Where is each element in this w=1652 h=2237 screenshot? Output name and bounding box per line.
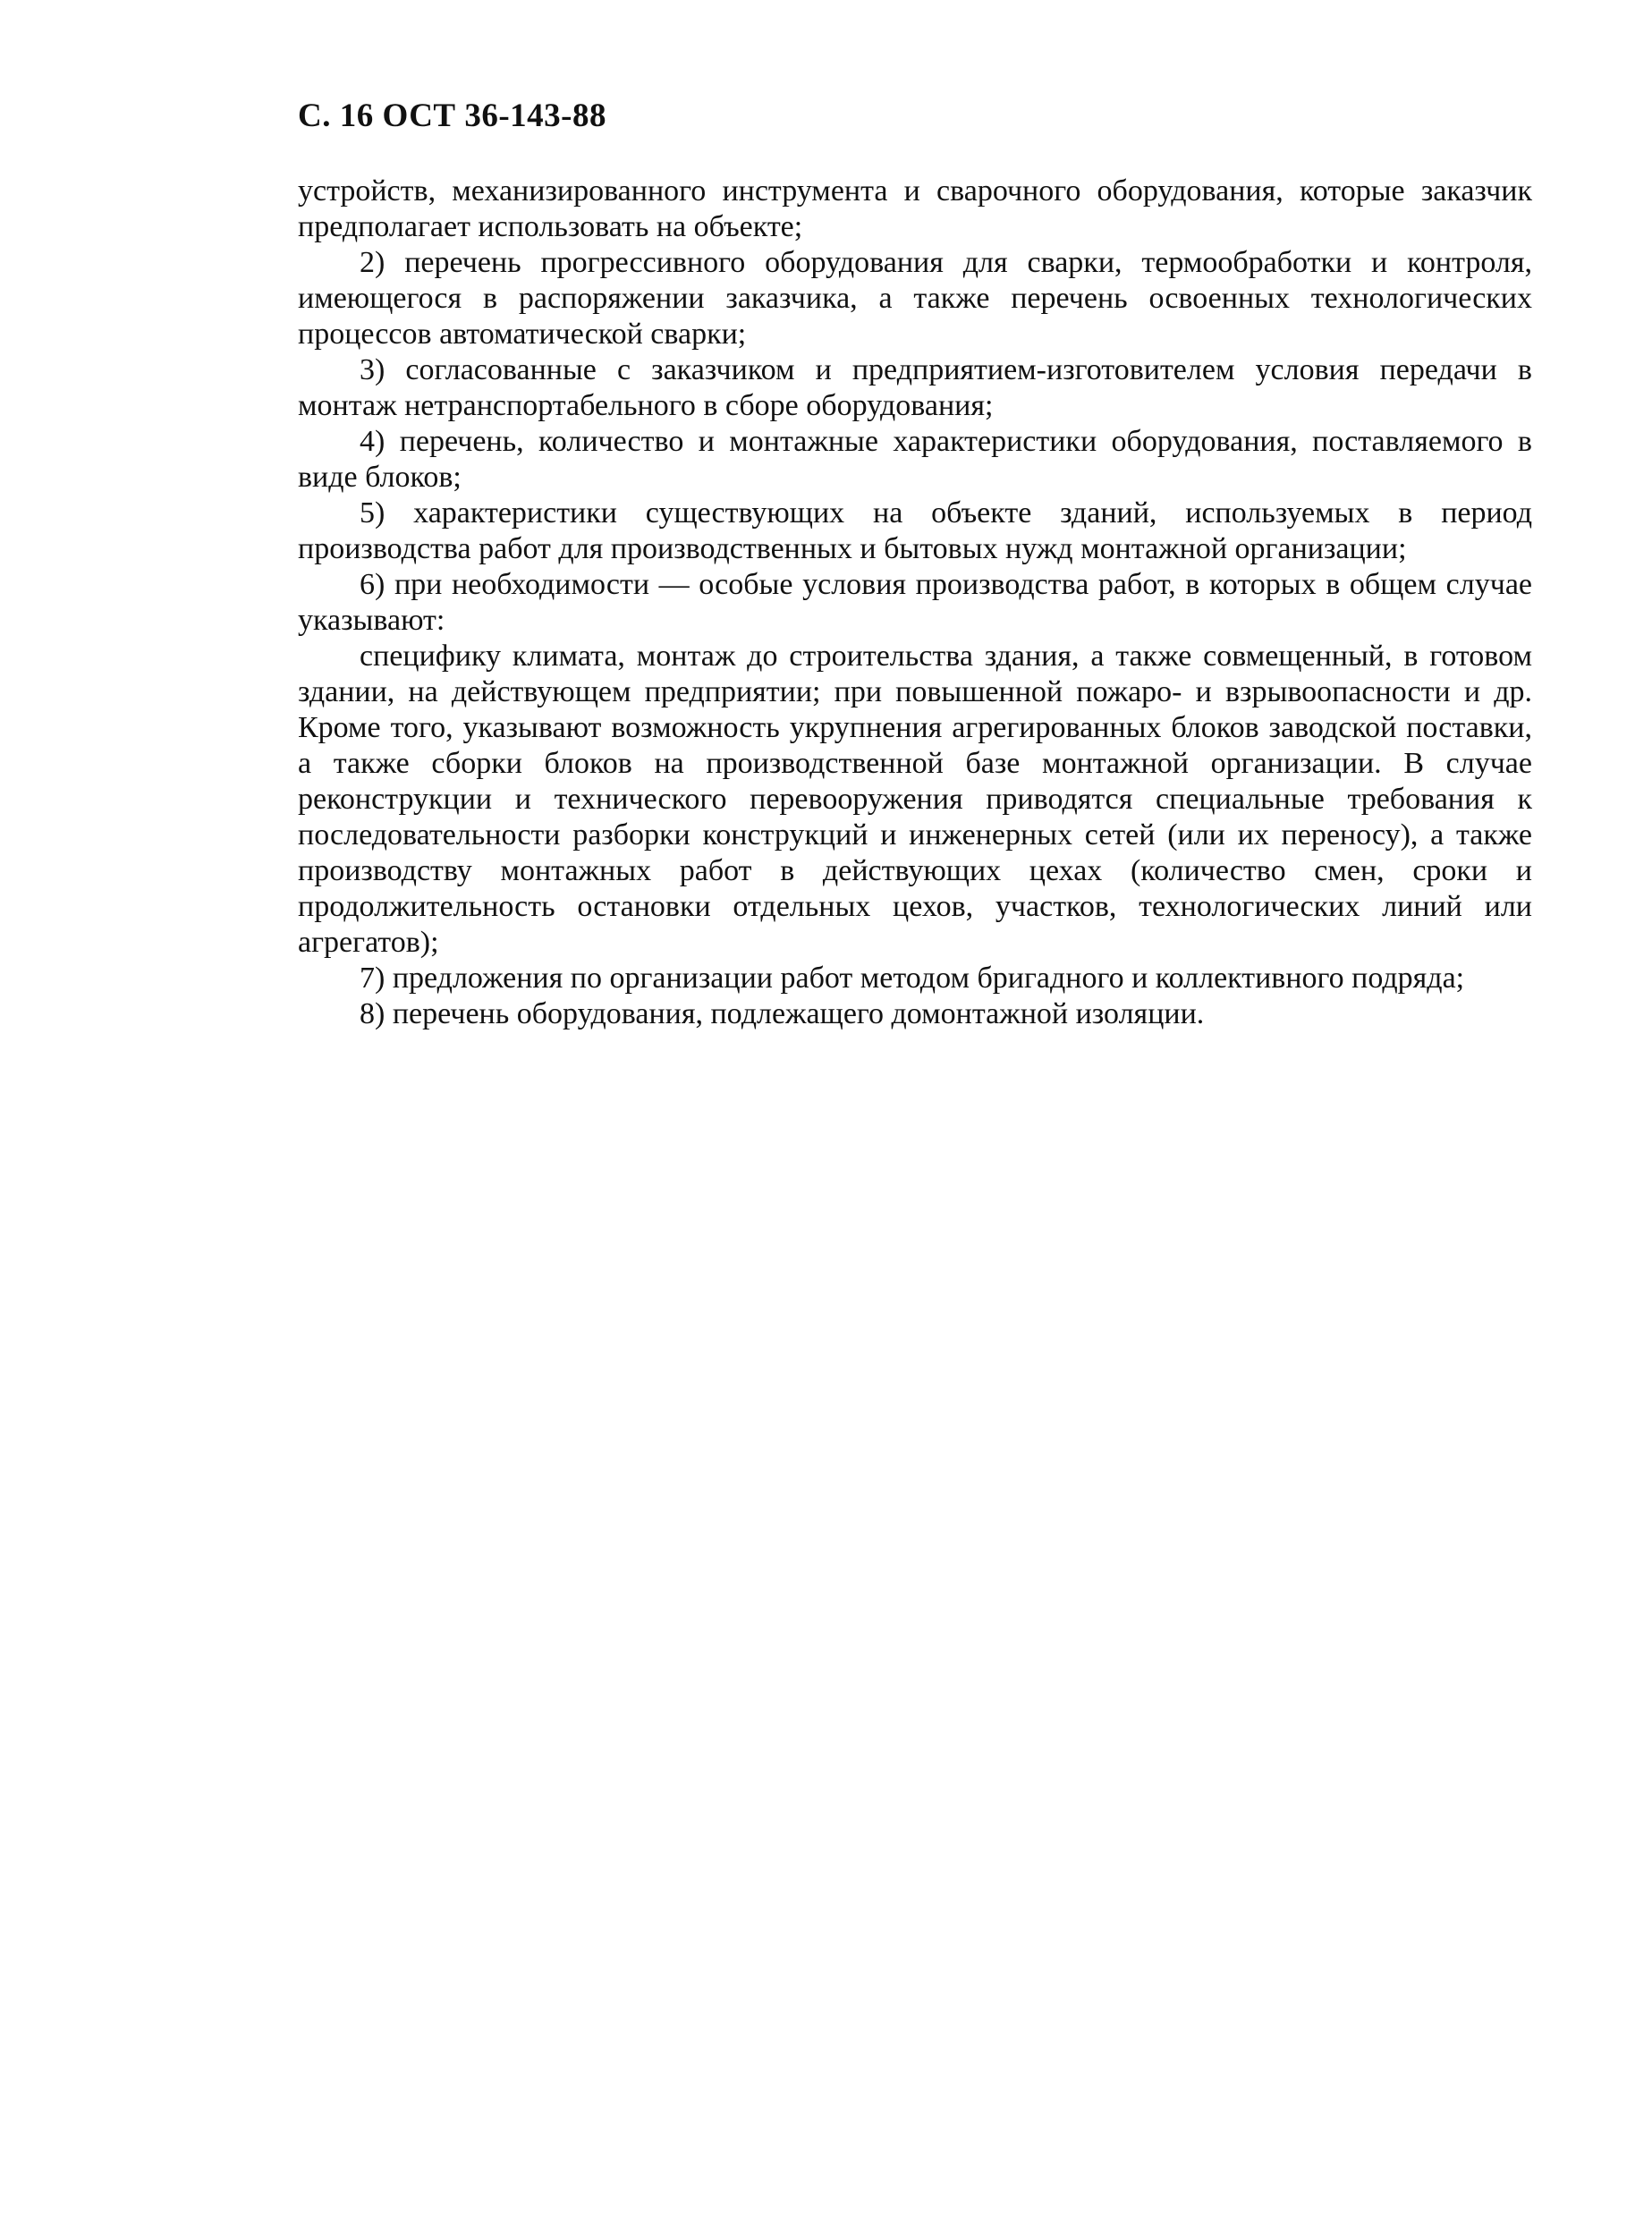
- list-item-7: 7) предложения по организации работ методом бригадного и коллективного подряда;: [360, 962, 1465, 995]
- running-head: С. 16 ОСТ 36-143-88: [298, 97, 606, 134]
- list-item-5: 5) характеристики существующих на объекте зданий, используемых в период производства работ для производственных и бытовых нужд монтажной организации;: [298, 496, 1532, 565]
- list-item-3: 3) согласованные с заказчиком и предприятием-изготовителем условия передачи в монтаж нетранспортабельного в сборе оборудования;: [298, 353, 1532, 422]
- body-text: [298, 174, 1532, 1032]
- list-item-6: 6) при необходимости — особые условия производства работ, в которых в общем случае указывают:: [298, 568, 1532, 637]
- list-item-2: 2) перечень прогрессивного оборудования для сварки, термообработки и контроля, имеющегося в распоряжении заказчика, а также перечень освоенных технологических процессов автоматической сварки;: [298, 246, 1532, 351]
- paragraph-continuation: устройств, механизированного инструмента и сварочного оборудования, которые заказчик предполагает использовать на объекте;: [298, 174, 1532, 243]
- list-item-4: 4) перечень, количество и монтажные характеристики оборудования, поставляемого в виде блоков;: [298, 425, 1532, 494]
- list-item-8: 8) перечень оборудования, подлежащего домонтажной изоляции.: [360, 997, 1205, 1030]
- list-item-6-details: специфику климата, монтаж до строительства здания, а также совмещенный, в готовом здании, на действующем предприятии; при повышенной пожаро- и взрывоопасности и др. Кроме того, указывают возможность укрупнения агрегированных блоков заводской поставки, а также сборки блоков на производственной базе монтажной организации. В случае реконструкции и технического перевооружения приводятся специальные требования к последовательности разборки конструкций и инженерных сетей (или их переносу), а также производству монтажных работ в действующих цехах (количество смен, сроки и продолжительность остановки отдельных цехов, участков, технологических линий или агрегатов);: [298, 640, 1532, 959]
